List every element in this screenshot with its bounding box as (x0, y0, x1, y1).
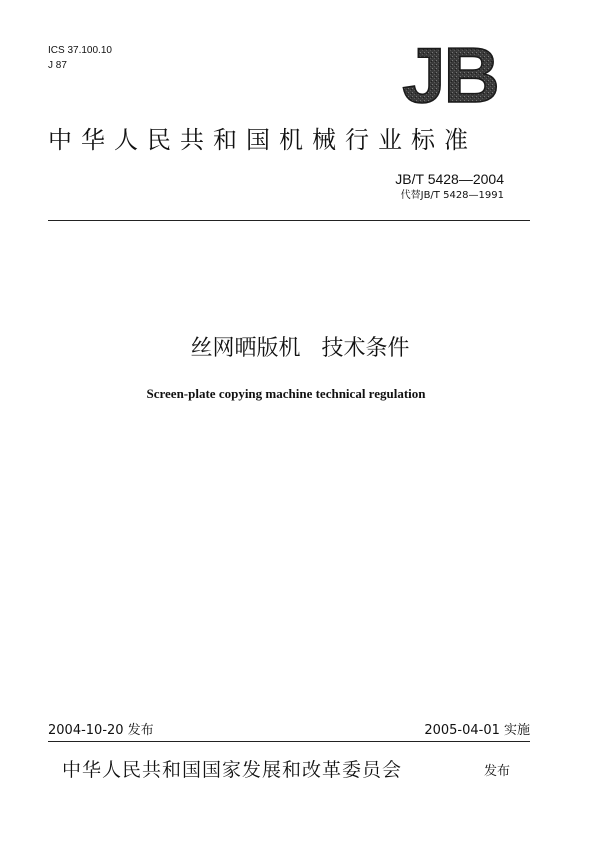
header-divider (48, 220, 530, 221)
issuing-authority-title: 中华人民共和国机械行业标准 (48, 126, 477, 154)
classification-code: J 87 (48, 60, 67, 71)
publication-date: 2004-10-20 发布 (48, 723, 154, 738)
issuing-organization: 中华人民共和国国家发展和改革委员会 (62, 759, 403, 781)
standard-number: JB/T 5428—2004 (395, 171, 504, 187)
implementation-date: 2005-04-01 实施 (424, 723, 530, 738)
replaces-standard: 代替JB/T 5428—1991 (400, 190, 504, 201)
document-title-chinese: 丝网晒版机 技术条件 (190, 336, 410, 361)
footer-divider (48, 741, 530, 742)
jb-logo (396, 40, 504, 108)
issued-label: 发布 (484, 764, 511, 779)
document-title-english: Screen-plate copying machine technical regulation (146, 386, 426, 401)
logo-text: JB (402, 40, 498, 108)
ics-code: ICS 37.100.10 (48, 45, 112, 56)
